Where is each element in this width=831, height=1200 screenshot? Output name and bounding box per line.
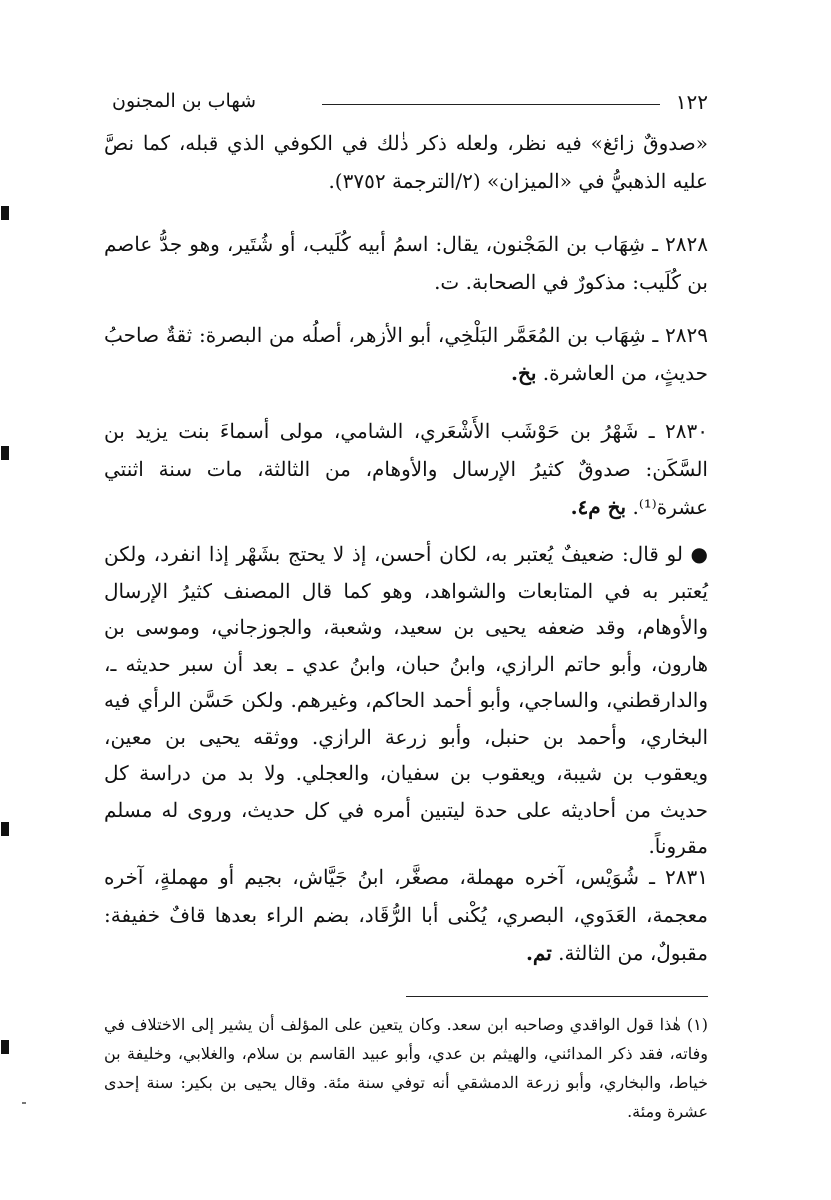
paragraph-text: «صدوقٌ زائغ» فيه نظر، ولعله ذكر ذٰلك في الكوفي الذي قبله، كما نصَّ عليه الذهبيُّ في «الميزان» (٢/الترجمة ٣٧٥٢). bbox=[104, 131, 708, 193]
running-title: شهاب بن المجنون bbox=[112, 90, 257, 112]
margin-mark bbox=[1, 446, 9, 460]
entry-2829 bbox=[104, 316, 708, 392]
source-code: تم. bbox=[525, 941, 552, 965]
footnote bbox=[104, 1010, 708, 1126]
footnote-text: (١) هٰذا قول الواقدي وصاحبه ابن سعد. وكان يتعين على المؤلف أن يشير إلى الاختلاف في وفاته، فقد ذكر المدائني، والهيثم بن عدي، وأبو عبيد القاسم بن سلام، والغلابي، وخليفة بن خياط، والبخاري، وأبو زرعة الدمشقي أنه توفي سنة مئة. وقال يحيى بن بكير: سنة إحدى عشرة ومئة. bbox=[104, 1015, 708, 1121]
paragraph-continuation bbox=[104, 124, 708, 200]
entry-text: ٢٨٢٩ ـ شِهَاب بن المُعَمَّر البَلْخِي، أبو الأزهر، أصلُه من البصرة: ثقةٌ صاحبُ حديثٍ، من العاشرة. bbox=[104, 323, 708, 385]
running-header bbox=[112, 90, 708, 124]
entry-text: ٢٨٢٨ ـ شِهَاب بن المَجْنون، يقال: اسمُ أبيه كُلَيب، أو شُتَير، وهو جدُّ عاصم بن كُلَيب: مذكورٌ في الصحابة. ت. bbox=[104, 232, 708, 294]
page-number: ١٢٢ bbox=[675, 90, 708, 114]
commentary-text: ● لو قال: ضعيفٌ يُعتبر به، لكان أحسن، إذ لا يحتج بشَهْر إذا انفرد، ولكن يُعتبر به في المتابعات والشواهد، وهو كما قال المصنف كثيرُ الإرسال والأوهام، وقد ضعفه يحيى بن سعيد، وشعبة، والجوزجاني، وموسى بن هارون، وأبو حاتم الرازي، وابنُ حبان، وابنُ عدي ـ بعد أن سبر حديثه ـ، والدارقطني، والساجي، وأبو أحمد الحاكم، وغيرهم. ولكن حَسَّن الرأي فيه البخاري، وأحمد بن حنبل، وأبو زرعة الرازي. ووثقه يحيى بن معين، ويعقوب بن شيبة، ويعقوب بن سفيان، والعجلي. ولا بد من دراسة كل حديث من أحاديثه على حدة ليتبين أمره في كل حديث، وروى له مسلم مقروناً. bbox=[104, 542, 708, 858]
entry-2830 bbox=[104, 412, 708, 526]
entry-text: ٢٨٣١ ـ شُوَيْس، آخره مهملة، مصغَّر، ابنُ جَيَّاش، بجيم أو مهملةٍ، آخره معجمة، العَدَوي، البصري، يُكْنى أبا الرُّقَاد، بضم الراء بعدها قافٌ خفيفة: مقبولٌ، من الثالثة. bbox=[104, 865, 708, 965]
source-code: بخ م٤. bbox=[570, 495, 627, 519]
commentary bbox=[104, 536, 708, 865]
entry-text: ٢٨٣٠ ـ شَهْرُ بن حَوْشَب الأَشْعَري، الشامي، مولى أسماءَ بنت يزيد بن السَّكَن: صدوقٌ كثيرُ الإرسال والأوهام، من الثالثة، مات سنة اثنتي عشرة⁽¹⁾. bbox=[104, 419, 708, 519]
margin-mark bbox=[1, 206, 9, 220]
entry-2831 bbox=[104, 858, 708, 972]
footnote-rule bbox=[406, 996, 708, 997]
header-rule bbox=[322, 104, 660, 105]
margin-mark bbox=[1, 822, 9, 836]
entry-2828 bbox=[104, 225, 708, 301]
margin-mark bbox=[1, 1040, 9, 1054]
scan-speck bbox=[22, 1102, 26, 1104]
source-code: بخ. bbox=[510, 361, 537, 385]
